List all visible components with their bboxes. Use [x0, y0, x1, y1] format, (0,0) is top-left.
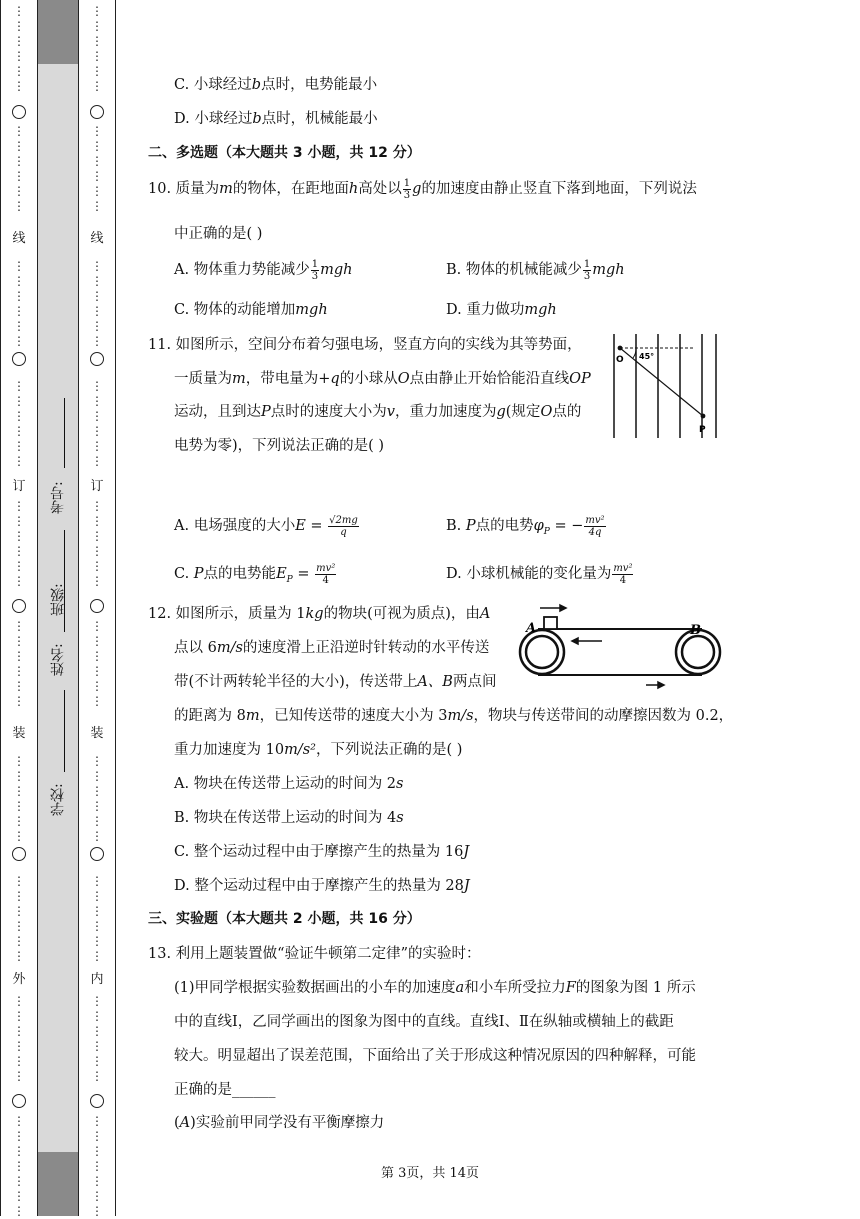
- outer-circle-4: [12, 847, 26, 861]
- dot-mark: ⋮: [91, 394, 103, 408]
- dot-mark: ⋮: [91, 499, 103, 513]
- dot-mark: ⋮: [91, 334, 103, 348]
- dot-mark: ⋮: [13, 1129, 25, 1143]
- dot-mark: ⋮: [91, 544, 103, 558]
- dot-mark: ⋮: [13, 139, 25, 153]
- dot-mark: ⋮: [13, 544, 25, 558]
- q12-stem-line2: 点以 6m/s的速度滑上正沿逆时针转动的水平传送: [174, 640, 490, 656]
- dot-mark: ⋮: [13, 304, 25, 318]
- dot-mark: ⋮: [91, 289, 103, 303]
- dot-mark: ⋮: [91, 754, 103, 768]
- inner-circle-2: [90, 352, 104, 366]
- dot-mark: ⋮: [91, 379, 103, 393]
- q11-stem-line3: 运动，且到达P点时的速度大小为v，重力加速度为g(规定O点的: [174, 404, 582, 420]
- outer-circle-1: [12, 105, 26, 119]
- dot-mark: ⋮: [13, 1114, 25, 1128]
- section-2-heading: 二、多选题（本大题共 3 小题，共 12 分）: [148, 145, 421, 161]
- page-footer: 第 3页，共 14页: [380, 1166, 480, 1181]
- label-p: P: [699, 425, 706, 435]
- dot-mark: ⋮: [91, 1024, 103, 1038]
- q12-option-d: D. 整个运动过程中由于摩擦产生的热量为 28J: [174, 878, 470, 894]
- dot-mark: ⋮: [91, 934, 103, 948]
- inner-circle-5: [90, 1094, 104, 1108]
- q13-stem-line2: (1)甲同学根据实验数据画出的小车的加速度a和小车所受拉力F的图象为图 1 所示: [174, 980, 696, 996]
- dot-mark: ⋮: [91, 64, 103, 78]
- q11-field-figure: [612, 334, 720, 440]
- dot-mark: ⋮: [91, 274, 103, 288]
- dot-mark: ⋮: [91, 1144, 103, 1158]
- q13-stem-line4: 较大。明显超出了误差范围，下面给出了关于形成这种情况原因的四种解释，可能: [174, 1048, 696, 1064]
- dot-mark: ⋮: [91, 1069, 103, 1083]
- binding-block-top: [38, 0, 78, 64]
- dot-mark: ⋮: [13, 814, 25, 828]
- dot-mark: ⋮: [91, 919, 103, 933]
- dot-mark: ⋮: [91, 409, 103, 423]
- dot-mark: ⋮: [91, 559, 103, 573]
- point-o: [618, 346, 623, 351]
- q9-option-c: C. 小球经过b点时，电势能最小: [174, 77, 378, 93]
- outer-mark-zhuang: 装: [12, 726, 26, 741]
- dot-mark: ⋮: [91, 529, 103, 543]
- dot-mark: ⋮: [91, 1114, 103, 1128]
- q11-stem-line4: 电势为零)，下列说法正确的是( ): [174, 438, 385, 454]
- dot-mark: ⋮: [91, 634, 103, 648]
- dot-mark: ⋮: [13, 1144, 25, 1158]
- field-school: 学校:: [50, 783, 66, 817]
- dot-mark: ⋮: [91, 904, 103, 918]
- outer-mark-line: 线: [12, 231, 26, 246]
- field-class: 班级:: [50, 583, 66, 617]
- label-a: A: [526, 621, 537, 636]
- field-examno: 考号:: [50, 481, 66, 515]
- dot-mark: ⋮: [91, 424, 103, 438]
- dot-mark: ⋮: [91, 304, 103, 318]
- dot-mark: ⋮: [13, 799, 25, 813]
- field-examno-line[interactable]: [64, 398, 65, 468]
- dot-mark: ⋮: [13, 124, 25, 138]
- path-op: [620, 348, 703, 416]
- dot-mark: ⋮: [13, 454, 25, 468]
- section-3-heading: 三、实验题（本大题共 2 小题，共 16 分）: [148, 911, 421, 927]
- dot-mark: ⋮: [13, 1054, 25, 1068]
- field-school-line[interactable]: [64, 690, 65, 772]
- dot-mark: ⋮: [13, 19, 25, 33]
- dot-mark: ⋮: [91, 199, 103, 213]
- dot-mark: ⋮: [13, 1069, 25, 1083]
- dot-mark: ⋮: [13, 829, 25, 843]
- dot-mark: ⋮: [13, 64, 25, 78]
- dot-mark: ⋮: [91, 319, 103, 333]
- dot-mark: ⋮: [13, 184, 25, 198]
- dot-mark: ⋮: [13, 394, 25, 408]
- q12-stem-line5: 重力加速度为 10m/s²，下列说法正确的是( ): [174, 742, 463, 758]
- label-o: O: [616, 355, 624, 365]
- equipotential-lines: [614, 334, 716, 438]
- dot-mark: ⋮: [13, 34, 25, 48]
- dot-mark: ⋮: [13, 949, 25, 963]
- dot-mark: ⋮: [13, 1189, 25, 1203]
- dot-mark: ⋮: [13, 1024, 25, 1038]
- dot-mark: ⋮: [13, 259, 25, 273]
- q12-option-b: B. 物块在传送带上运动的时间为 4s: [174, 810, 404, 826]
- dot-mark: ⋮: [91, 769, 103, 783]
- dot-mark: ⋮: [91, 4, 103, 18]
- dot-mark: ⋮: [13, 49, 25, 63]
- dot-mark: ⋮: [91, 799, 103, 813]
- q13-option-a: (A)实验前甲同学没有平衡摩擦力: [174, 1115, 385, 1131]
- dot-mark: ⋮: [13, 784, 25, 798]
- dot-mark: ⋮: [13, 919, 25, 933]
- dot-mark: ⋮: [91, 1129, 103, 1143]
- dot-mark: ⋮: [13, 274, 25, 288]
- inner-circle-3: [90, 599, 104, 613]
- dot-mark: ⋮: [91, 439, 103, 453]
- dot-mark: ⋮: [91, 259, 103, 273]
- dot-mark: ⋮: [13, 1204, 25, 1218]
- outer-circle-3: [12, 599, 26, 613]
- outer-mark-wai: 外: [12, 972, 26, 987]
- q13-stem-line1: 13. 利用上题装置做“验证牛顿第二定律”的实验时：: [148, 946, 481, 962]
- dot-mark: ⋮: [91, 664, 103, 678]
- dot-mark: ⋮: [13, 529, 25, 543]
- dot-mark: ⋮: [91, 1009, 103, 1023]
- dot-mark: ⋮: [13, 574, 25, 588]
- dot-mark: ⋮: [91, 169, 103, 183]
- q9-option-d: D. 小球经过b点时，机械能最小: [174, 111, 378, 127]
- q12-stem-line1: 12. 如图所示，质量为 1kg的物块(可视为质点)，由A: [148, 606, 491, 622]
- fraction-one-third: $\frac{1}{3}$: [403, 177, 411, 201]
- dot-mark: ⋮: [13, 619, 25, 633]
- dot-mark: ⋮: [13, 754, 25, 768]
- dot-mark: ⋮: [91, 184, 103, 198]
- dot-mark: ⋮: [13, 199, 25, 213]
- dot-mark: ⋮: [13, 664, 25, 678]
- dot-mark: ⋮: [91, 1159, 103, 1173]
- q11-stem-line2: 一质量为m，带电量为+q的小球从O点由静止开始恰能沿直线OP: [174, 371, 591, 387]
- dot-mark: ⋮: [91, 79, 103, 93]
- dot-mark: ⋮: [13, 1039, 25, 1053]
- dot-mark: ⋮: [91, 829, 103, 843]
- dot-mark: ⋮: [91, 619, 103, 633]
- q10-option-d: D. 重力做功mgh: [446, 302, 557, 318]
- dot-mark: ⋮: [13, 409, 25, 423]
- dot-mark: ⋮: [91, 514, 103, 528]
- dot-mark: ⋮: [13, 319, 25, 333]
- dot-mark: ⋮: [91, 34, 103, 48]
- dot-mark: ⋮: [91, 949, 103, 963]
- q10-option-b: B. 物体的机械能减少 $\frac{1}{3}$ mgh: [446, 258, 625, 282]
- block: [544, 617, 557, 629]
- q10-option-a: A. 物体重力势能减少 $\frac{1}{3}$ mgh: [174, 258, 353, 282]
- dot-mark: ⋮: [13, 154, 25, 168]
- q11-option-b: B. P点的电势$\varphi_P$ = − $\frac{\text{mv²}}{4q}$: [446, 514, 605, 538]
- inner-mark-nei: 内: [90, 972, 104, 987]
- inner-mark-ding: 订: [90, 479, 104, 494]
- dot-mark: ⋮: [91, 1174, 103, 1188]
- dot-mark: ⋮: [13, 559, 25, 573]
- dot-mark: ⋮: [91, 679, 103, 693]
- q12-option-a: A. 物块在传送带上运动的时间为 2s: [174, 776, 404, 792]
- dot-mark: ⋮: [91, 814, 103, 828]
- dot-mark: ⋮: [13, 79, 25, 93]
- q11-option-a: A. 电场强度的大小E = $\frac{√2mg}{q}$: [174, 514, 358, 538]
- dot-mark: ⋮: [13, 679, 25, 693]
- dot-mark: ⋮: [13, 1174, 25, 1188]
- q10-stem: 10. 质量为m的物体，在距地面h高处以 $\frac{1}{3}$ g的加速度由静止竖直下落到地面，下列说法: [148, 177, 697, 201]
- outer-mark-ding: 订: [12, 479, 26, 494]
- dot-mark: ⋮: [13, 1009, 25, 1023]
- dot-mark: ⋮: [91, 874, 103, 888]
- label-b: B: [690, 623, 701, 638]
- dot-mark: ⋮: [91, 649, 103, 663]
- dot-mark: ⋮: [91, 994, 103, 1008]
- dot-mark: ⋮: [13, 649, 25, 663]
- dot-mark: ⋮: [91, 154, 103, 168]
- dot-mark: ⋮: [13, 769, 25, 783]
- q12-stem-line3: 带(不计两转轮半径的大小)，传送带上A、B两点间: [174, 674, 497, 690]
- dot-mark: ⋮: [91, 1054, 103, 1068]
- outer-circle-5: [12, 1094, 26, 1108]
- q12-conveyor-figure: [516, 600, 728, 692]
- q11-stem-line1: 11. 如图所示，空间分布着匀强电场，竖直方向的实线为其等势面，: [148, 337, 582, 353]
- dot-mark: ⋮: [91, 1039, 103, 1053]
- dot-mark: ⋮: [13, 4, 25, 18]
- dot-mark: ⋮: [91, 1204, 103, 1218]
- q10-option-c: C. 物体的动能增加mgh: [174, 302, 328, 318]
- dot-mark: ⋮: [91, 124, 103, 138]
- point-p: [701, 414, 706, 419]
- dot-mark: ⋮: [91, 454, 103, 468]
- q11-option-c: C. P点的电势能$E_P$ = $\frac{\text{mv²}}{4}$: [174, 562, 336, 586]
- dot-mark: ⋮: [13, 439, 25, 453]
- dot-mark: ⋮: [91, 889, 103, 903]
- dot-mark: ⋮: [91, 694, 103, 708]
- dot-mark: ⋮: [91, 139, 103, 153]
- dot-mark: ⋮: [13, 289, 25, 303]
- dot-mark: ⋮: [91, 1189, 103, 1203]
- dot-mark: ⋮: [13, 514, 25, 528]
- dot-mark: ⋮: [13, 874, 25, 888]
- inner-mark-zhuang: 装: [90, 726, 104, 741]
- dot-mark: ⋮: [91, 784, 103, 798]
- dot-mark: ⋮: [13, 169, 25, 183]
- dot-mark: ⋮: [91, 574, 103, 588]
- q12-stem-line4: 的距离为 8m，已知传送带的速度大小为 3m/s，物块与传送带间的动摩擦因数为 0.2，: [174, 708, 734, 724]
- dot-mark: ⋮: [13, 334, 25, 348]
- dot-mark: ⋮: [13, 889, 25, 903]
- dot-mark: ⋮: [91, 49, 103, 63]
- inner-circle-4: [90, 847, 104, 861]
- outer-circle-2: [12, 352, 26, 366]
- q13-answer-blank[interactable]: 正确的是______: [174, 1082, 276, 1098]
- q11-option-d: D. 小球机械能的变化量为 $\frac{\text{mv²}}{4}$: [446, 562, 633, 586]
- dot-mark: ⋮: [91, 19, 103, 33]
- dot-mark: ⋮: [13, 634, 25, 648]
- field-name: 姓名:: [50, 643, 66, 677]
- dot-mark: ⋮: [13, 1159, 25, 1173]
- dot-mark: ⋮: [13, 934, 25, 948]
- inner-mark-line: 线: [90, 231, 104, 246]
- q12-option-c: C. 整个运动过程中由于摩擦产生的热量为 16J: [174, 844, 470, 860]
- q10-stem-line2: 中正确的是( ): [174, 226, 263, 242]
- label-45deg: 45°: [639, 352, 655, 361]
- dot-mark: ⋮: [13, 904, 25, 918]
- q13-stem-line3: 中的直线Ⅰ，乙同学画出的图象为图中的直线。直线Ⅰ、Ⅱ在纵轴或横轴上的截距: [174, 1014, 674, 1030]
- dot-mark: ⋮: [13, 499, 25, 513]
- dot-mark: ⋮: [13, 994, 25, 1008]
- dot-mark: ⋮: [13, 379, 25, 393]
- inner-circle-1: [90, 105, 104, 119]
- dot-mark: ⋮: [13, 694, 25, 708]
- dot-mark: ⋮: [13, 424, 25, 438]
